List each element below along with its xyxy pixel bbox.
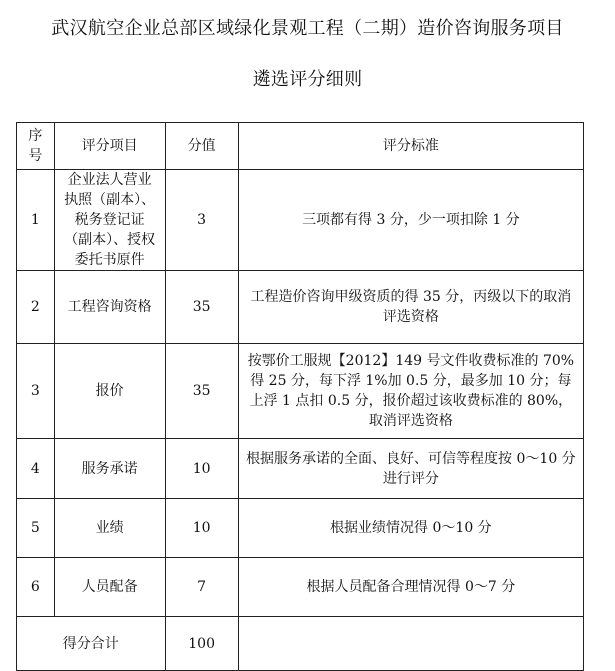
row-standard: 三项都有得 3 分，少一项扣除 1 分	[238, 170, 583, 271]
row-no: 3	[17, 344, 55, 439]
row-score: 10	[165, 499, 238, 558]
row-score: 10	[165, 439, 238, 499]
row-item: 服务承诺	[54, 439, 165, 499]
row-no: 4	[17, 439, 55, 499]
row-item: 人员配备	[54, 558, 165, 617]
document-subtitle: 遴选评分细则	[252, 69, 363, 90]
row-standard: 根据业绩情况得 0～10 分	[238, 499, 583, 558]
total-label: 得分合计	[17, 617, 166, 671]
row-no: 1	[17, 170, 55, 271]
row-standard: 按鄂价工服规【2012】149 号文件收费标准的 70%得 25 分，每下浮 1%加 0.5 分，最多加 10 分；每上浮 1 点扣 0.5 分，报价超过该收费标准的 80%，取消评选资格	[238, 344, 583, 439]
total-standard	[238, 617, 583, 671]
row-standard: 根据服务承诺的全面、良好、可信等程度按 0～10 分进行评分	[238, 439, 583, 499]
table-row	[17, 439, 584, 499]
row-score: 7	[165, 558, 238, 617]
table-row	[17, 271, 584, 344]
row-item: 报价	[54, 344, 165, 439]
row-score: 3	[165, 170, 238, 271]
row-item: 企业法人营业执照（副本）、税务登记证（副本）、授权委托书原件	[54, 170, 165, 271]
row-score: 35	[165, 344, 238, 439]
table-header-row	[17, 123, 584, 170]
header-score: 分值	[165, 123, 238, 170]
row-score: 35	[165, 271, 238, 344]
row-no: 6	[17, 558, 55, 617]
row-no: 5	[17, 499, 55, 558]
table-row	[17, 499, 584, 558]
row-item: 工程咨询资格	[54, 271, 165, 344]
table-row	[17, 558, 584, 617]
row-no: 2	[17, 271, 55, 344]
scoring-table	[16, 122, 584, 671]
row-standard: 根据人员配备合理情况得 0～7 分	[238, 558, 583, 617]
table-total-row	[17, 617, 584, 671]
header-no: 序号	[17, 123, 55, 170]
document-title: 武汉航空企业总部区域绿化景观工程（二期）造价咨询服务项目	[51, 18, 564, 39]
header-item: 评分项目	[54, 123, 165, 170]
total-score: 100	[165, 617, 238, 671]
header-standard: 评分标准	[238, 123, 583, 170]
row-standard: 工程造价咨询甲级资质的得 35 分，丙级以下的取消评选资格	[238, 271, 583, 344]
table-row	[17, 170, 584, 271]
row-item: 业绩	[54, 499, 165, 558]
table-row	[17, 344, 584, 439]
